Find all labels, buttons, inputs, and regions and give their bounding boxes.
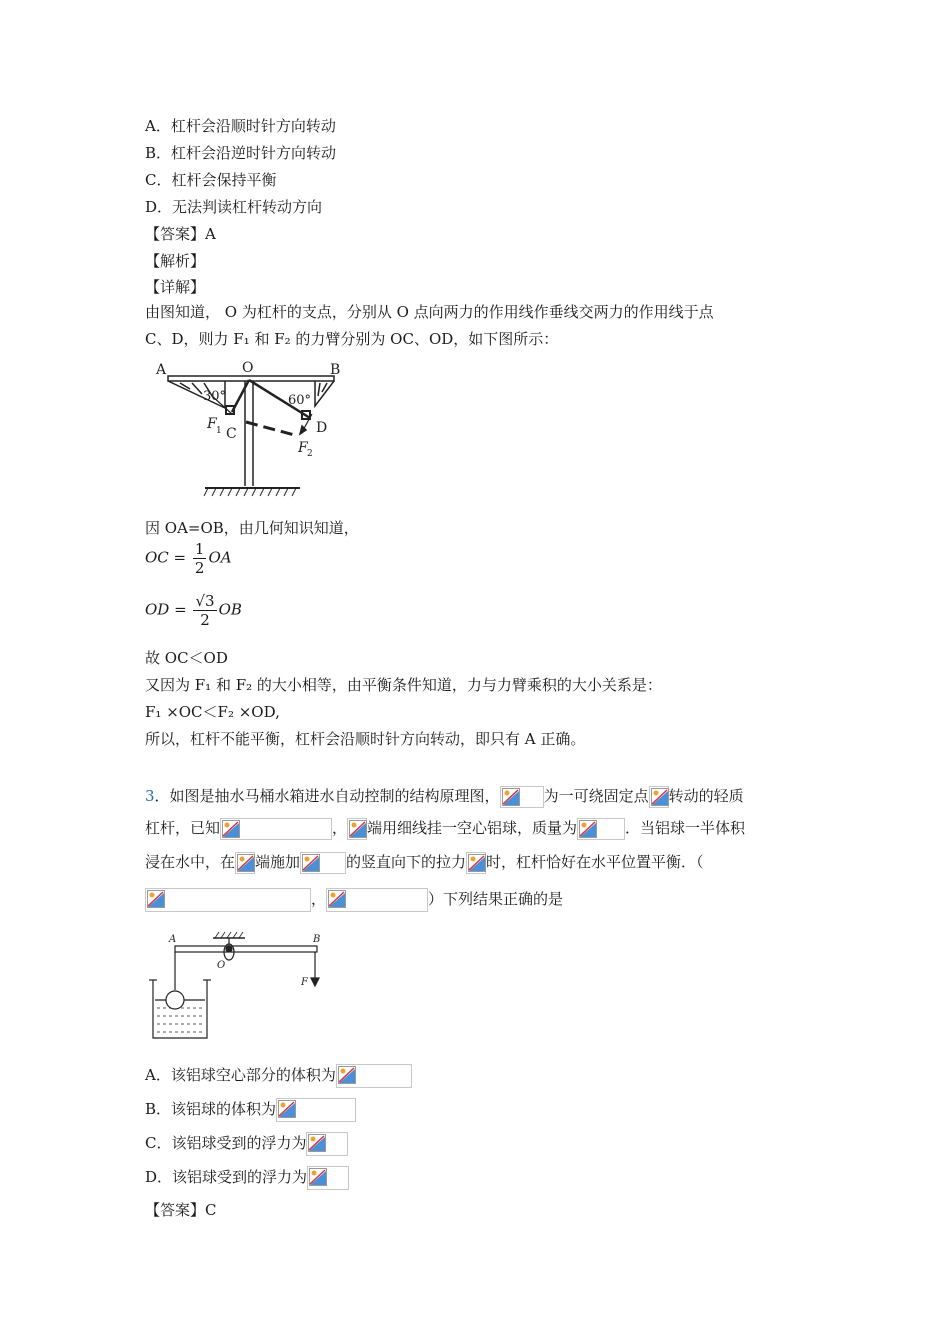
q2-conclusion: 所以，杠杆不能平衡，杠杆会沿顺时针方向转动，即只有 A 正确。 [145, 730, 586, 748]
label-b: B [313, 934, 321, 945]
formula-od-numerator: √3 [195, 592, 215, 610]
label-angle-30: 30° [203, 389, 227, 404]
q3-line-3 [145, 852, 704, 874]
formula-od-rhs: OB [218, 600, 242, 619]
image-icon [349, 820, 367, 838]
q2-because: 因 OA=OB，由几何知识知道， [145, 519, 359, 537]
image-icon [222, 820, 240, 838]
broken-image [300, 852, 346, 874]
image-icon [147, 890, 165, 908]
broken-image [577, 818, 625, 840]
q3-option-c [145, 1132, 348, 1156]
label-f2-sub: 2 [307, 449, 313, 459]
broken-image [145, 888, 311, 912]
q2-answer: 【答案】A [145, 225, 216, 243]
label-d: D [316, 420, 328, 436]
label-f: F [301, 977, 308, 988]
q2-analysis-heading: 【解析】 [145, 252, 206, 270]
formula-oc-rhs: OA [208, 548, 232, 567]
q3-text-3c: 的竖直向下的拉力 [346, 853, 467, 871]
q3-text-4b: ）下列结果正确的是 [428, 890, 564, 908]
label-b: B [330, 362, 341, 378]
label-f1-sub: 1 [216, 426, 222, 436]
formula-od-lhs: OD = [145, 600, 187, 619]
q3-option-b-text: B．该铝球的体积为 [145, 1100, 277, 1118]
broken-image [466, 852, 486, 874]
broken-image [649, 786, 669, 808]
lever-diagram-1 [150, 356, 350, 506]
image-icon [302, 854, 320, 872]
formula-oc-fraction [193, 540, 207, 577]
formula-oc [145, 540, 232, 577]
q3-option-d [145, 1166, 349, 1190]
broken-image [276, 1098, 356, 1122]
image-icon [502, 788, 520, 806]
q3-text-3d: 时，杠杆恰好在水平位置平衡．（ [486, 853, 704, 871]
label-f1: F [207, 416, 217, 432]
q2-again: 又因为 F₁ 和 F₂ 的大小相等，由平衡条件知道，力与力臂乘积的大小关系是： [145, 676, 662, 694]
broken-image [326, 888, 428, 912]
formula-od-fraction [193, 592, 216, 629]
q3-option-d-text: D．该铝球受到的浮力为 [145, 1168, 308, 1186]
q3-line-1 [145, 786, 744, 808]
formula-oc-lhs: OC = [145, 548, 187, 567]
formula-od [145, 592, 242, 629]
q2-explanation-1: 由图知道， O 为杠杆的支点，分别从 O 点向两力的作用线作垂线交两力的作用线于点 [145, 303, 714, 321]
q3-text-1b: 为一可绕固定点 [543, 787, 649, 805]
q3-answer: 【答案】C [145, 1201, 217, 1219]
q3-text-2b: ， [332, 819, 348, 837]
label-o: O [217, 960, 226, 971]
label-a: A [156, 362, 167, 378]
image-icon [328, 890, 346, 908]
q2-detail-heading: 【详解】 [145, 278, 206, 296]
formula-oc-denominator: 2 [194, 559, 205, 577]
formula-oc-numerator: 1 [194, 540, 205, 558]
q3-text-1c: 转动的轻质 [668, 787, 744, 805]
q2-option-a: A．杠杆会沿顺时针方向转动 [145, 117, 336, 135]
q3-text-2c: 端用细线挂一空心铝球，质量为 [367, 819, 578, 837]
q3-line-4 [145, 888, 563, 912]
q3-text-2a: 杠杆，已知 [145, 819, 221, 837]
q2-option-c: C．杠杆会保持平衡 [145, 171, 277, 189]
broken-image [306, 1132, 348, 1156]
broken-image [500, 786, 544, 808]
lever-diagram-2 [145, 928, 335, 1046]
q2-relation: F₁ ×OC＜F₂ ×OD, [145, 703, 280, 721]
q3-option-a [145, 1064, 412, 1088]
broken-image [220, 818, 332, 840]
image-icon [468, 854, 486, 872]
q3-text-3a: 浸在水中，在 [145, 853, 236, 871]
label-angle-60: 60° [288, 393, 312, 408]
image-icon [579, 820, 597, 838]
image-icon [237, 854, 255, 872]
image-icon [338, 1066, 356, 1084]
image-icon [308, 1134, 326, 1152]
q2-option-b: B．杠杆会沿逆时针方向转动 [145, 144, 337, 162]
q3-text-4a: ， [311, 890, 327, 908]
q2-explanation-2: C、D，则力 F₁ 和 F₂ 的力臂分别为 OC、OD，如下图所示： [145, 330, 559, 348]
formula-od-denominator: 2 [200, 611, 210, 629]
broken-image [336, 1064, 412, 1088]
q3-text-1a: ．如图是抽水马桶水箱进水自动控制的结构原理图， [154, 787, 500, 805]
broken-image [307, 1166, 349, 1190]
q3-option-c-text: C．该铝球受到的浮力为 [145, 1134, 307, 1152]
q3-text-2d: ．当铝球一半体积 [625, 819, 746, 837]
q3-text-3b: 端施加 [255, 853, 301, 871]
image-icon [309, 1168, 327, 1186]
broken-image [235, 852, 255, 874]
q2-option-d: D．无法判读杠杆转动方向 [145, 198, 323, 216]
broken-image [347, 818, 367, 840]
label-a: A [169, 934, 177, 945]
q2-therefore: 故 OC＜OD [145, 649, 228, 667]
q3-number: 3 [145, 787, 155, 805]
image-icon [278, 1100, 296, 1118]
label-c: C [226, 426, 237, 442]
image-icon [651, 788, 669, 806]
q3-option-a-text: A．该铝球空心部分的体积为 [145, 1066, 336, 1084]
q3-line-2 [145, 818, 745, 840]
label-o: O [242, 360, 254, 376]
q3-option-b [145, 1098, 356, 1122]
label-f2: F [298, 440, 308, 456]
